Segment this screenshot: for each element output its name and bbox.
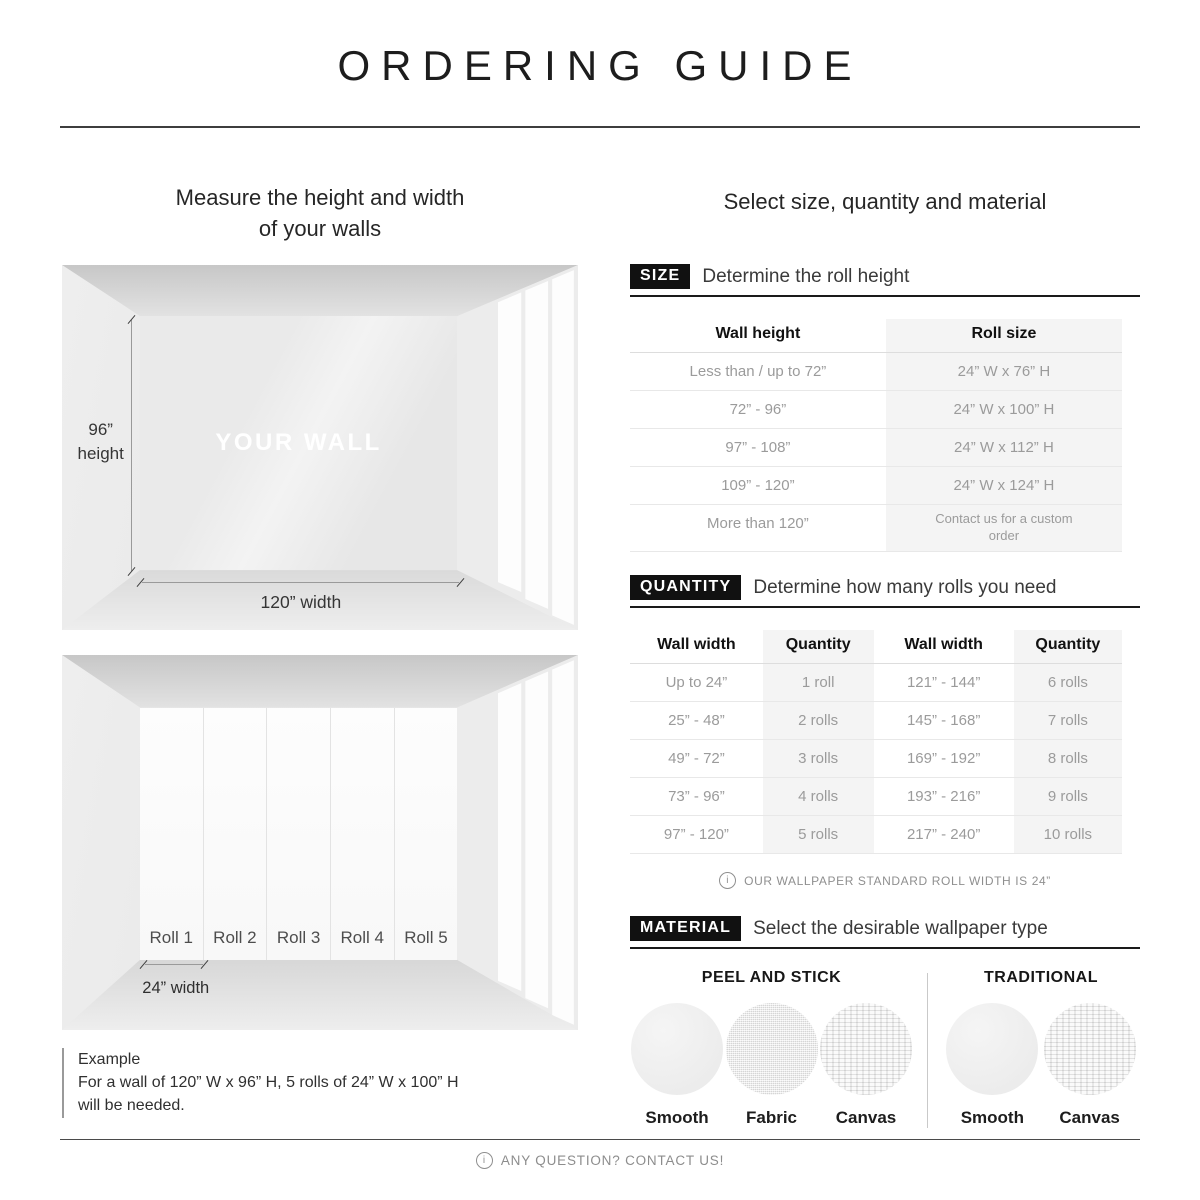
- size-table: [630, 319, 1122, 552]
- quantity-cell: 5 rolls: [763, 816, 874, 854]
- wall-height-cell: Less than / up to 72”: [630, 353, 886, 391]
- material-groups: [630, 969, 1140, 1128]
- roll-size-cell: 24” W x 100” H: [886, 391, 1122, 429]
- roll-size-cell: 24” W x 112” H: [886, 429, 1122, 467]
- smooth-texture-icon: [946, 1003, 1038, 1095]
- quantity-cell: 7 rolls: [1014, 702, 1122, 740]
- wall-height-cell: 97” - 108”: [630, 429, 886, 467]
- roll-width-note: [630, 872, 1140, 889]
- wall-height-cell: 109” - 120”: [630, 467, 886, 505]
- table-row: [630, 467, 1122, 505]
- swatch-label: Smooth: [960, 1108, 1024, 1127]
- size-section-header: [630, 264, 1140, 297]
- quantity-cell: 8 rolls: [1014, 740, 1122, 778]
- quantity-cell: 3 rolls: [763, 740, 874, 778]
- quantity-section-header: [630, 575, 1140, 608]
- quantity-cell: 10 rolls: [1014, 816, 1122, 854]
- roll-label: Roll 3: [276, 927, 321, 947]
- right-column-heading: Select size, quantity and material: [723, 189, 1047, 214]
- example-title: Example: [78, 1051, 141, 1068]
- swatch-label: Smooth: [645, 1108, 709, 1127]
- quantity-section-title: Determine how many rolls you need: [753, 576, 1057, 598]
- qty-col-wall-width: Wall width: [630, 630, 763, 664]
- quantity-cell: 1 roll: [763, 664, 874, 702]
- canvas-texture-icon: [820, 1003, 912, 1095]
- left-heading-line1: Measure the height and width: [175, 185, 465, 210]
- footer-note: [0, 1152, 1200, 1169]
- roll-label: Roll 4: [340, 927, 384, 947]
- width-dimension-line: [142, 582, 459, 583]
- swatch-fabric: [725, 1003, 819, 1128]
- traditional-title: TRADITIONAL: [984, 969, 1098, 986]
- peel-and-stick-group: [630, 969, 913, 1128]
- wall-width-cell: 73” - 96”: [630, 778, 763, 816]
- wall-width-cell: 145” - 168”: [874, 702, 1014, 740]
- roll-label: Roll 2: [213, 927, 257, 947]
- footer-divider: [60, 1139, 1140, 1140]
- canvas-texture-icon: [1044, 1003, 1136, 1095]
- page-title: ORDERING GUIDE: [337, 42, 863, 89]
- table-row: [630, 778, 1122, 816]
- swatch-canvas: [819, 1003, 913, 1128]
- material-section: [630, 916, 1140, 1128]
- smooth-texture-icon: [631, 1003, 723, 1095]
- wall-width-cell: 217” - 240”: [874, 816, 1014, 854]
- quantity-cell: 6 rolls: [1014, 664, 1122, 702]
- traditional-swatches: [942, 1003, 1140, 1128]
- table-row: [630, 702, 1122, 740]
- example-note: [62, 1048, 578, 1118]
- example-line2: will be needed.: [78, 1097, 185, 1115]
- roll-panel: [331, 708, 395, 960]
- roll-width-note-text: OUR WALLPAPER STANDARD ROLL WIDTH IS 24”: [744, 873, 1051, 888]
- material-section-header: [630, 916, 1140, 949]
- height-dimension-label: [70, 418, 132, 466]
- peel-and-stick-title: PEEL AND STICK: [701, 969, 842, 986]
- info-icon: i: [476, 1152, 493, 1169]
- wall-height-cell: More than 120”: [630, 505, 886, 552]
- height-value: 96”: [88, 420, 113, 440]
- example-line1: For a wall of 120” W x 96” H, 5 rolls of 24” W x 100” H: [78, 1074, 459, 1092]
- wall-width-cell: 121” - 144”: [874, 664, 1014, 702]
- size-section-title: Determine the roll height: [702, 265, 910, 287]
- table-row: [630, 391, 1122, 429]
- footer-note-text: ANY QUESTION? CONTACT US!: [500, 1153, 725, 1168]
- quantity-table: [630, 630, 1122, 854]
- fabric-texture-icon: [726, 1003, 818, 1095]
- roll-panel: [204, 708, 268, 960]
- quantity-cell: 9 rolls: [1014, 778, 1122, 816]
- left-column-heading: [60, 182, 580, 244]
- title-divider: [60, 126, 1140, 128]
- roll-size-cell: 24” W x 76” H: [886, 353, 1122, 391]
- material-section-title: Select the desirable wallpaper type: [753, 917, 1048, 939]
- wallpaper-rolls: [140, 708, 457, 960]
- wall-width-cell: 169” - 192”: [874, 740, 1014, 778]
- height-word: height: [77, 444, 124, 464]
- roll-panel: [267, 708, 331, 960]
- your-wall-surface: [140, 316, 457, 570]
- roll-label: Roll 5: [404, 927, 448, 947]
- material-group-divider: [927, 973, 928, 1128]
- quantity-badge: QUANTITY: [630, 575, 741, 600]
- size-col-roll-size: Roll size: [886, 319, 1122, 353]
- peel-and-stick-swatches: [630, 1003, 913, 1128]
- your-wall-label: YOUR WALL: [215, 429, 382, 457]
- size-section: [630, 264, 1140, 552]
- left-heading-line2: of your walls: [258, 216, 382, 242]
- swatch-canvas: [1043, 1003, 1137, 1128]
- swatch-smooth: [945, 1003, 1039, 1128]
- table-row: [630, 664, 1122, 702]
- wall-width-cell: 97” - 120”: [630, 816, 763, 854]
- quantity-cell: 4 rolls: [763, 778, 874, 816]
- swatch-label: Fabric: [745, 1108, 798, 1127]
- swatch-label: Canvas: [1059, 1108, 1120, 1127]
- roll-panel: [395, 708, 458, 960]
- width-dimension-label: 120” width: [260, 592, 342, 613]
- table-row: [630, 429, 1122, 467]
- swatch-label: Canvas: [835, 1108, 897, 1127]
- roll-width-dimension-line: [145, 964, 204, 965]
- qty-col-wall-width: Wall width: [874, 630, 1014, 664]
- table-row: [630, 740, 1122, 778]
- table-row: [630, 505, 1122, 552]
- roll-size-cell: [886, 505, 1122, 552]
- size-badge: SIZE: [630, 264, 690, 289]
- wall-width-cell: Up to 24”: [630, 664, 763, 702]
- quantity-table-header-row: [630, 630, 1122, 664]
- roll-panel: [140, 708, 204, 960]
- wall-width-cell: 49” - 72”: [630, 740, 763, 778]
- size-table-header-row: [630, 319, 1122, 353]
- wall-height-cell: 72” - 96”: [630, 391, 886, 429]
- qty-col-quantity: Quantity: [763, 630, 874, 664]
- size-col-wall-height: Wall height: [630, 319, 886, 353]
- qty-col-quantity: Quantity: [1014, 630, 1122, 664]
- quantity-cell: 2 rolls: [763, 702, 874, 740]
- table-row: [630, 816, 1122, 854]
- traditional-group: [942, 969, 1140, 1128]
- room-diagram-measure: [62, 265, 578, 630]
- roll-width-dimension-label: 24” width: [142, 979, 210, 997]
- material-badge: MATERIAL: [630, 916, 741, 941]
- wall-width-cell: 25” - 48”: [630, 702, 763, 740]
- roll-label: Roll 1: [149, 927, 193, 947]
- info-icon: i: [719, 872, 736, 889]
- custom-order-text: Contact us for a custom order: [935, 511, 1073, 543]
- table-row: [630, 353, 1122, 391]
- quantity-section: [630, 575, 1140, 889]
- room-diagram-rolls: [62, 655, 578, 1030]
- swatch-smooth: [630, 1003, 724, 1128]
- roll-size-cell: 24” W x 124” H: [886, 467, 1122, 505]
- wall-width-cell: 193” - 216”: [874, 778, 1014, 816]
